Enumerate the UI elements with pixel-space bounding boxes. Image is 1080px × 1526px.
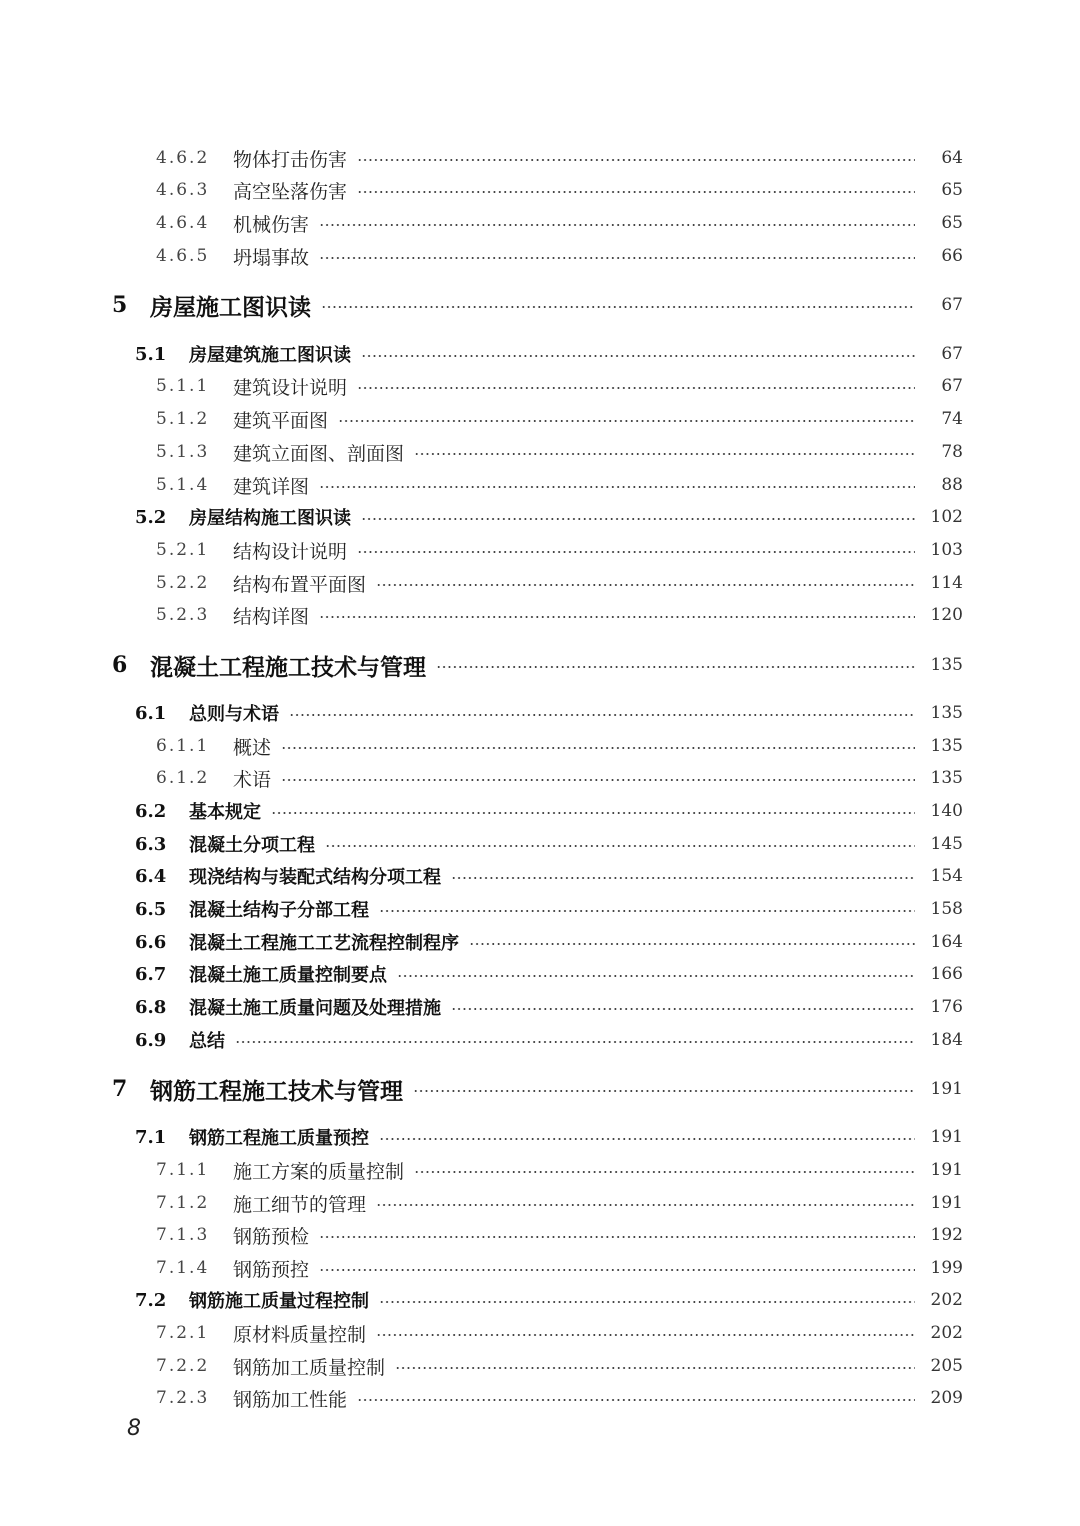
toc-entry-section[interactable] xyxy=(0,1024,1080,1056)
dot-leader xyxy=(413,1090,915,1092)
toc-entry-page: 135 xyxy=(930,703,963,723)
toc-entry-page: 191 xyxy=(930,1127,963,1147)
toc-entry-sub[interactable] xyxy=(0,142,1080,174)
toc-entry-number: 7.2.1 xyxy=(156,1323,210,1343)
toc-entry-title: 坍塌事故 xyxy=(233,246,310,269)
toc-entry-title: 高空坠落伤害 xyxy=(233,180,348,203)
dot-leader xyxy=(379,910,915,912)
toc-entry-sub[interactable] xyxy=(0,436,1080,468)
dot-leader xyxy=(321,306,915,308)
toc-entry-title: 总则与术语 xyxy=(189,704,279,725)
toc-entry-page: 67 xyxy=(941,344,963,364)
toc-entry-sub[interactable] xyxy=(0,207,1080,239)
toc-entry-title: 术语 xyxy=(233,768,272,791)
dot-leader xyxy=(319,257,915,259)
dot-leader xyxy=(357,159,915,161)
toc-entry-title: 钢筋施工质量过程控制 xyxy=(189,1291,369,1312)
dot-leader xyxy=(379,1138,915,1140)
dot-leader xyxy=(319,224,915,226)
dot-leader xyxy=(414,1171,915,1173)
dot-leader xyxy=(376,584,915,586)
toc-entry-number: 5.2 xyxy=(135,506,167,528)
dot-leader xyxy=(281,747,915,749)
toc-entry-title: 钢筋工程施工质量预控 xyxy=(189,1128,369,1149)
toc-entry-section[interactable] xyxy=(0,860,1080,892)
toc-entry-page: 88 xyxy=(941,475,963,495)
toc-entry-title: 基本规定 xyxy=(189,802,261,823)
toc-entry-page: 191 xyxy=(930,1160,963,1180)
toc-entry-title: 原材料质量控制 xyxy=(233,1323,367,1346)
toc-entry-page: 67 xyxy=(941,376,963,396)
toc-entry-page: 164 xyxy=(930,932,963,952)
dot-leader xyxy=(325,845,915,847)
toc-entry-title: 混凝土施工质量问题及处理措施 xyxy=(189,998,441,1019)
toc-entry-number: 4.6.2 xyxy=(156,148,210,168)
toc-entry-title: 房屋建筑施工图识读 xyxy=(189,345,351,366)
toc-entry-page: 191 xyxy=(930,1079,963,1099)
toc-entry-title: 结构布置平面图 xyxy=(233,573,367,596)
toc-entry-number: 5.2.1 xyxy=(156,540,210,560)
toc-entry-number: 4.6.5 xyxy=(156,246,210,266)
toc-entry-chapter[interactable] xyxy=(0,1073,1080,1105)
dot-leader xyxy=(397,975,915,977)
toc-entry-number: 5.2.3 xyxy=(156,605,210,625)
toc-entry-title: 钢筋加工性能 xyxy=(233,1388,348,1411)
toc-entry-number: 7.1.1 xyxy=(156,1160,210,1180)
toc-entry-title: 总结 xyxy=(189,1031,225,1052)
toc-entry-page: 205 xyxy=(930,1356,963,1376)
dot-leader xyxy=(357,191,915,193)
toc-entry-title: 混凝土工程施工工艺流程控制程序 xyxy=(189,933,459,954)
dot-leader xyxy=(271,812,915,814)
toc-entry-sub[interactable] xyxy=(0,1252,1080,1284)
toc-entry-page: 74 xyxy=(941,409,963,429)
toc-entry-title: 混凝土分项工程 xyxy=(189,835,315,856)
toc-entry-number: 6.1.1 xyxy=(156,736,210,756)
toc-entry-number: 6.1.2 xyxy=(156,768,210,788)
toc-entry-number: 6.4 xyxy=(135,865,167,887)
toc-entry-title: 建筑立面图、剖面图 xyxy=(233,442,405,465)
toc-entry-sub[interactable] xyxy=(0,730,1080,762)
dot-leader xyxy=(357,551,915,553)
toc-entry-title: 概述 xyxy=(233,736,272,759)
toc-entry-page: 135 xyxy=(930,768,963,788)
toc-entry-sub[interactable] xyxy=(0,1317,1080,1349)
toc-entry-page: 145 xyxy=(930,834,963,854)
toc-entry-page: 140 xyxy=(930,801,963,821)
toc-entry-number: 5.1.4 xyxy=(156,475,210,495)
toc-entry-number: 5 xyxy=(112,292,128,318)
toc-entry-number: 6.3 xyxy=(135,833,167,855)
toc-entry-number: 7 xyxy=(112,1076,128,1102)
toc-entry-number: 7.1.4 xyxy=(156,1258,210,1278)
toc-entry-sub[interactable] xyxy=(0,240,1080,272)
toc-entry-page: 202 xyxy=(930,1323,963,1343)
toc-entry-number: 7.2.3 xyxy=(156,1388,210,1408)
toc-entry-section[interactable] xyxy=(0,991,1080,1023)
toc-entry-section[interactable] xyxy=(0,697,1080,729)
dot-leader xyxy=(319,1236,915,1238)
dot-leader xyxy=(414,453,915,455)
toc-entry-title: 房屋施工图识读 xyxy=(150,293,311,321)
dot-leader xyxy=(469,943,915,945)
dot-leader xyxy=(451,1008,915,1010)
toc-entry-page: 154 xyxy=(930,866,963,886)
toc-entry-page: 191 xyxy=(930,1193,963,1213)
toc-entry-number: 6.1 xyxy=(135,702,167,724)
toc-entry-title: 结构设计说明 xyxy=(233,540,348,563)
toc-entry-page: 64 xyxy=(941,148,963,168)
toc-entry-page: 135 xyxy=(930,655,963,675)
dot-leader xyxy=(395,1367,915,1369)
toc-entry-title: 建筑平面图 xyxy=(233,409,329,432)
toc-entry-section[interactable] xyxy=(0,501,1080,533)
toc-entry-title: 混凝土结构子分部工程 xyxy=(189,900,369,921)
toc-entry-title: 物体打击伤害 xyxy=(233,148,348,171)
dot-leader xyxy=(338,420,915,422)
dot-leader xyxy=(319,486,915,488)
toc-entry-number: 7.1.2 xyxy=(156,1193,210,1213)
toc-entry-title: 钢筋工程施工技术与管理 xyxy=(150,1077,403,1105)
toc-entry-title: 钢筋预检 xyxy=(233,1225,310,1248)
toc-entry-sub[interactable] xyxy=(0,1187,1080,1219)
toc-entry-title: 混凝土工程施工技术与管理 xyxy=(150,653,426,681)
toc-entry-number: 5.1.3 xyxy=(156,442,210,462)
toc-entry-page: 192 xyxy=(930,1225,963,1245)
toc-entry-number: 7.2.2 xyxy=(156,1356,210,1376)
toc-entry-page: 209 xyxy=(930,1388,963,1408)
toc-entry-section[interactable] xyxy=(0,338,1080,370)
toc-entry-title: 建筑设计说明 xyxy=(233,376,348,399)
toc-entry-page: 166 xyxy=(930,964,963,984)
toc-entry-section[interactable] xyxy=(0,828,1080,860)
toc-entry-number: 6.9 xyxy=(135,1029,167,1051)
toc-entry-sub[interactable] xyxy=(0,567,1080,599)
toc-entry-page: 158 xyxy=(930,899,963,919)
dot-leader xyxy=(235,1041,915,1043)
toc-entry-page: 65 xyxy=(941,180,963,200)
toc-entry-page: 65 xyxy=(941,213,963,233)
dot-leader xyxy=(436,666,915,668)
toc-entry-section[interactable] xyxy=(0,1284,1080,1316)
toc-entry-number: 5.1.2 xyxy=(156,409,210,429)
toc-entry-number: 5.1.1 xyxy=(156,376,210,396)
toc-entry-page: 120 xyxy=(930,605,963,625)
toc-entry-title: 施工细节的管理 xyxy=(233,1193,367,1216)
toc-entry-sub[interactable] xyxy=(0,403,1080,435)
dot-leader xyxy=(376,1204,915,1206)
page-number: 8 xyxy=(127,1416,141,1441)
toc-entry-page: 176 xyxy=(930,997,963,1017)
toc-entry-page: 103 xyxy=(930,540,963,560)
toc-entry-title: 结构详图 xyxy=(233,605,310,628)
toc-entry-number: 6.7 xyxy=(135,963,167,985)
dot-leader xyxy=(451,877,915,879)
toc-entry-page: 114 xyxy=(930,573,963,593)
toc-entry-sub[interactable] xyxy=(0,1154,1080,1186)
toc-entry-number: 5.1 xyxy=(135,343,167,365)
toc-entry-sub[interactable] xyxy=(0,534,1080,566)
dot-leader xyxy=(361,518,915,520)
toc-entry-title: 房屋结构施工图识读 xyxy=(189,508,351,529)
dot-leader xyxy=(357,387,915,389)
dot-leader xyxy=(319,616,915,618)
toc-entry-number: 6.8 xyxy=(135,996,167,1018)
toc-entry-section[interactable] xyxy=(0,893,1080,925)
toc-entry-chapter[interactable] xyxy=(0,289,1080,321)
toc-entry-sub[interactable] xyxy=(0,599,1080,631)
toc-entry-number: 4.6.4 xyxy=(156,213,210,233)
toc-entry-page: 202 xyxy=(930,1290,963,1310)
toc-entry-page: 78 xyxy=(941,442,963,462)
toc-entry-page: 199 xyxy=(930,1258,963,1278)
toc-entry-number: 7.1 xyxy=(135,1126,167,1148)
toc-entry-page: 67 xyxy=(941,295,963,315)
toc-entry-title: 施工方案的质量控制 xyxy=(233,1160,405,1183)
toc-entry-sub[interactable] xyxy=(0,174,1080,206)
toc-entry-number: 6.5 xyxy=(135,898,167,920)
toc-entry-sub[interactable] xyxy=(0,1382,1080,1414)
toc-entry-sub[interactable] xyxy=(0,370,1080,402)
toc-entry-title: 机械伤害 xyxy=(233,213,310,236)
toc-entry-number: 7.1.3 xyxy=(156,1225,210,1245)
toc-entry-title: 钢筋加工质量控制 xyxy=(233,1356,386,1379)
toc-entry-page: 66 xyxy=(941,246,963,266)
toc-entry-title: 现浇结构与装配式结构分项工程 xyxy=(189,867,441,888)
toc-entry-sub[interactable] xyxy=(0,469,1080,501)
toc-entry-number: 4.6.3 xyxy=(156,180,210,200)
toc-entry-sub[interactable] xyxy=(0,1350,1080,1382)
toc-entry-number: 7.2 xyxy=(135,1289,167,1311)
dot-leader xyxy=(379,1301,915,1303)
toc-entry-number: 6.6 xyxy=(135,931,167,953)
toc-entry-section[interactable] xyxy=(0,1121,1080,1153)
toc-entry-page: 135 xyxy=(930,736,963,756)
toc-entry-page: 102 xyxy=(930,507,963,527)
dot-leader xyxy=(376,1334,915,1336)
toc-entry-number: 6.2 xyxy=(135,800,167,822)
dot-leader xyxy=(319,1269,915,1271)
toc-entry-title: 钢筋预控 xyxy=(233,1258,310,1281)
dot-leader xyxy=(357,1399,915,1401)
toc-entry-section[interactable] xyxy=(0,795,1080,827)
dot-leader xyxy=(361,355,915,357)
toc-entry-section[interactable] xyxy=(0,926,1080,958)
toc-entry-title: 建筑详图 xyxy=(233,475,310,498)
toc-entry-sub[interactable] xyxy=(0,762,1080,794)
toc-entry-number: 6 xyxy=(112,652,128,678)
toc-entry-title: 混凝土施工质量控制要点 xyxy=(189,965,387,986)
toc-entry-section[interactable] xyxy=(0,958,1080,990)
dot-leader xyxy=(281,779,915,781)
toc-entry-sub[interactable] xyxy=(0,1219,1080,1251)
toc-entry-number: 5.2.2 xyxy=(156,573,210,593)
toc-entry-page: 184 xyxy=(930,1030,963,1050)
dot-leader xyxy=(289,714,915,716)
toc-entry-chapter[interactable] xyxy=(0,649,1080,681)
